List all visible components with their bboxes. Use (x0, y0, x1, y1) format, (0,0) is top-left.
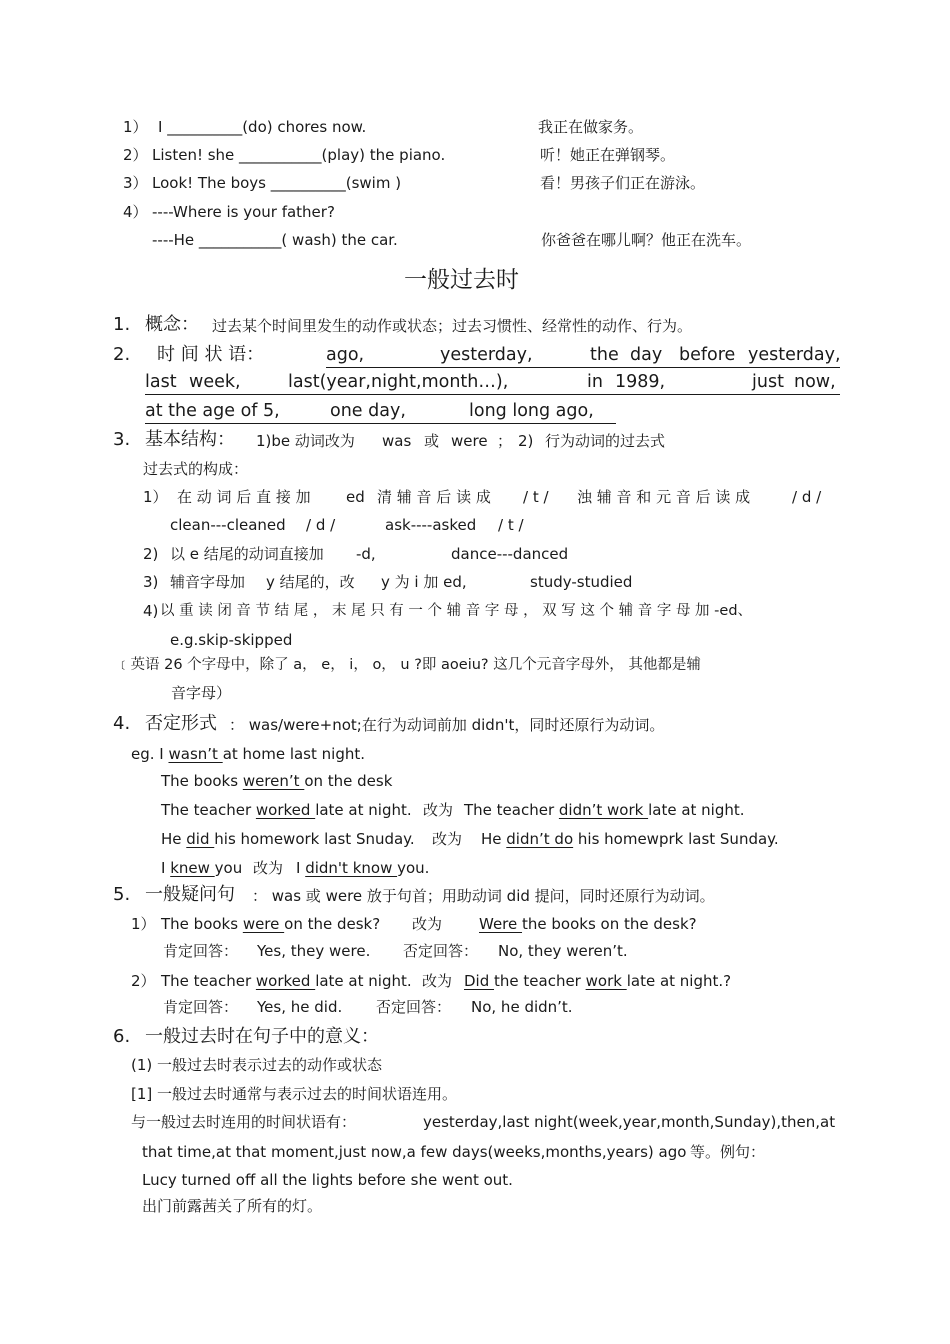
rule-example: clean---cleaned (170, 516, 286, 534)
section-number: 2. (113, 344, 131, 365)
underlined-verb: did (186, 830, 215, 848)
note: 音字母） (171, 684, 232, 702)
section-label: 一般疑问句 (145, 884, 235, 905)
exercise-translation: 听！她正在弹钢琴。 (540, 146, 676, 164)
example-text: you. (397, 859, 430, 877)
exercise-text: ----He ___________( wash) the car. (152, 231, 398, 249)
rule-example: dance---danced (451, 545, 569, 563)
rule-text: 以 e 结尾的动词直接加 (170, 545, 324, 563)
paragraph: 与一般过去时连用的时间状语有： (131, 1113, 357, 1131)
section-number: 1. (113, 314, 131, 335)
section-number: 5. (113, 884, 131, 905)
example-text: at home last night. (222, 745, 365, 763)
example-line (161, 914, 380, 934)
underlined-verb: weren’t (242, 772, 305, 790)
rule-example: / d / (306, 516, 336, 534)
adverbial: yesterday, (440, 345, 533, 365)
underlined-verb: Were (479, 915, 523, 933)
section-number: 4. (113, 713, 131, 734)
rule-text: -d, (356, 545, 376, 563)
adverbial: now, (794, 372, 836, 392)
example-line (161, 971, 412, 991)
underlined-verb: didn’t do (506, 830, 574, 848)
question-number: 2） (131, 972, 156, 990)
example-text: I (161, 859, 171, 877)
adverbial: long long ago, (469, 401, 594, 421)
example-line (464, 971, 731, 991)
structure-text: 2) (518, 432, 534, 450)
paragraph: that time,at that moment,just now,a few days(weeks,months,years) ago (142, 1143, 687, 1161)
example-text: the books on the desk? (522, 915, 697, 933)
rule-text: 浊 辅 音 和 元 音 后 读 成 (577, 488, 751, 506)
exercise-text: Listen! she ___________(play) the piano. (152, 146, 446, 164)
exercise-translation: 看！男孩子们正在游泳。 (540, 174, 706, 192)
rule-text: 在 动 词 后 直 接 加 (177, 488, 311, 506)
structure-text: 行为动词的过去式 (545, 432, 666, 450)
rule-number: 4) (143, 602, 159, 620)
section-text: 过去某个时间里发生的动作或状态；过去习惯性、经常性的动作、行为。 (212, 317, 693, 335)
underlined-verb: were (242, 915, 285, 933)
adverbial: before (679, 345, 736, 365)
paragraph: [1] 一般过去时通常与表示过去的时间状语连用。 (131, 1085, 458, 1103)
adverbial: in (587, 372, 603, 392)
rule-example: / t / (498, 516, 524, 534)
example-text: He (161, 830, 187, 848)
underline (145, 394, 840, 395)
example-line (161, 829, 415, 849)
underlined-verb: didn’t work (558, 801, 649, 819)
example-line (479, 914, 697, 934)
paragraph: yesterday,last night(week,year,month,Sunday),then,at (423, 1113, 836, 1131)
paragraph: (1) 一般过去时表示过去的动作或状态 (131, 1056, 383, 1074)
answer-text: No, they weren’t. (498, 942, 628, 960)
underlined-verb: worked (255, 801, 316, 819)
example-line (464, 800, 745, 820)
example-text: The teacher (464, 801, 559, 819)
rule-number: 2) (143, 545, 159, 563)
note: ﹝英语 26 个字母中，除了 a， e， i， o， u ?即 aoeiu? 这几个元音字母外， 其他都是辅 (116, 657, 701, 673)
section-label: 一般过去时在句子中的意义： (145, 1026, 379, 1047)
example-line (131, 744, 365, 764)
exercise-number: 2） (123, 146, 148, 164)
example-translation: 出门前露茜关了所有的灯。 (142, 1197, 323, 1215)
example-text: on the desk? (284, 915, 381, 933)
question-number: 1） (131, 915, 156, 933)
rule-number: 3) (143, 573, 159, 591)
change-to-label: 改为 (253, 859, 284, 877)
example-text: He (481, 830, 507, 848)
underlined-verb: work (585, 972, 627, 990)
exercise-translation: 我正在做家务。 (538, 118, 644, 136)
rule-text: 以 重 读 闭 音 节 结 尾 ， 末 尾 只 有 一 个 辅 音 字 母 ， 双 写 这 个 辅 音 字 母 加 -ed、 (160, 603, 753, 619)
example-text: The teacher (161, 801, 256, 819)
example-line (161, 858, 242, 878)
example-sentence: Lucy turned off all the lights before she went out. (142, 1171, 513, 1189)
example-text: The books (161, 772, 243, 790)
underline (326, 367, 840, 368)
example-text: his homework last Snuday. (214, 830, 415, 848)
example-text: I (296, 859, 306, 877)
answer-text: No, he didn’t. (471, 998, 573, 1016)
example-text: on the desk (304, 772, 393, 790)
example-text: the teacher (494, 972, 586, 990)
adverbial: just (752, 372, 784, 392)
example-text: eg. I (131, 745, 169, 763)
structure-text: was (382, 432, 412, 450)
structure-text: 1)be 动词改为 (256, 432, 355, 450)
underline (145, 423, 616, 424)
section-number: 6. (113, 1026, 131, 1047)
exercise-text: I __________(do) chores now. (158, 118, 367, 136)
structure-text: were (451, 432, 488, 450)
section-text: ： was 或 were 放于句首；用助动词 did 提问，同时还原行为动词。 (252, 887, 715, 905)
section-title: 一般过去时 (404, 267, 519, 293)
adverbial: week, (189, 372, 241, 392)
change-to-label: 改为 (412, 915, 443, 933)
exercise-number: 4） (123, 203, 148, 221)
adverbial: day (630, 345, 663, 365)
rule-text: 辅音字母加 (170, 573, 246, 591)
underlined-verb: didn't know (305, 859, 398, 877)
answer-text: Yes, he did. (257, 998, 343, 1016)
adverbial: last (145, 372, 177, 392)
subheading: 过去式的构成： (143, 460, 249, 478)
rule-example: e.g.skip-skipped (170, 631, 293, 649)
example-text: late at night.? (626, 972, 732, 990)
section-label: 否定形式 (145, 713, 217, 734)
adverbial: ago, (326, 345, 365, 365)
change-to-label: 改为 (422, 972, 453, 990)
change-to-label: 改为 (423, 801, 454, 819)
adverbial: one day, (330, 401, 406, 421)
adverbial: the (590, 345, 619, 365)
answer-label: 否定回答： (376, 998, 452, 1016)
example-text: you (214, 859, 243, 877)
structure-text: ； (497, 432, 513, 450)
paragraph: 等。例句： (690, 1143, 766, 1161)
rule-text: y 结尾的，改 (266, 573, 355, 591)
rule-example: ask----asked (385, 516, 477, 534)
section-number: 3. (113, 429, 131, 450)
example-line (161, 800, 412, 820)
adverbial: yesterday, (748, 345, 841, 365)
answer-text: Yes, they were. (257, 942, 371, 960)
underlined-verb: worked (255, 972, 316, 990)
answer-label: 否定回答： (403, 942, 479, 960)
adverbial: last(year,night,month…), (288, 372, 509, 392)
example-line (161, 771, 392, 791)
example-text: late at night. (315, 801, 412, 819)
section-text: ： was/were+not;在行为动词前加 didn't，同时还原行为动词。 (229, 716, 665, 734)
rule-text: / d / (792, 488, 822, 506)
underlined-verb: knew (170, 859, 215, 877)
answer-label: 肯定回答： (163, 942, 239, 960)
example-line (296, 858, 429, 878)
rule-text: y 为 i 加 ed, (381, 573, 467, 591)
structure-text: 或 (424, 432, 440, 450)
rule-number: 1） (143, 488, 168, 506)
section-label: 基本结构： (145, 429, 235, 450)
exercise-text: Look! The boys __________(swim ) (152, 174, 402, 192)
example-text: The books (161, 915, 243, 933)
rule-example: study-studied (530, 573, 633, 591)
answer-label: 肯定回答： (163, 998, 239, 1016)
underlined-verb: wasn’t (168, 745, 223, 763)
example-text: late at night. (648, 801, 745, 819)
example-text: The teacher (161, 972, 256, 990)
example-text: late at night. (315, 972, 412, 990)
adverbial: at the age of 5, (145, 401, 280, 421)
rule-text: ed (346, 488, 365, 506)
change-to-label: 改为 (432, 830, 463, 848)
section-label: 概念： (145, 314, 199, 335)
adverbial: 1989, (615, 372, 666, 392)
exercise-text: ----Where is your father? (152, 203, 335, 221)
exercise-number: 1） (123, 118, 148, 136)
rule-text: / t / (523, 488, 549, 506)
example-text: his homewprk last Sunday. (573, 830, 779, 848)
rule-text: 清 辅 音 后 读 成 (377, 488, 491, 506)
underlined-verb: Did (464, 972, 495, 990)
exercise-translation: 你爸爸在哪儿啊？他正在洗车。 (541, 231, 752, 249)
exercise-number: 3） (123, 174, 148, 192)
example-line (481, 829, 779, 849)
section-label: 时 间 状 语： (157, 344, 265, 365)
